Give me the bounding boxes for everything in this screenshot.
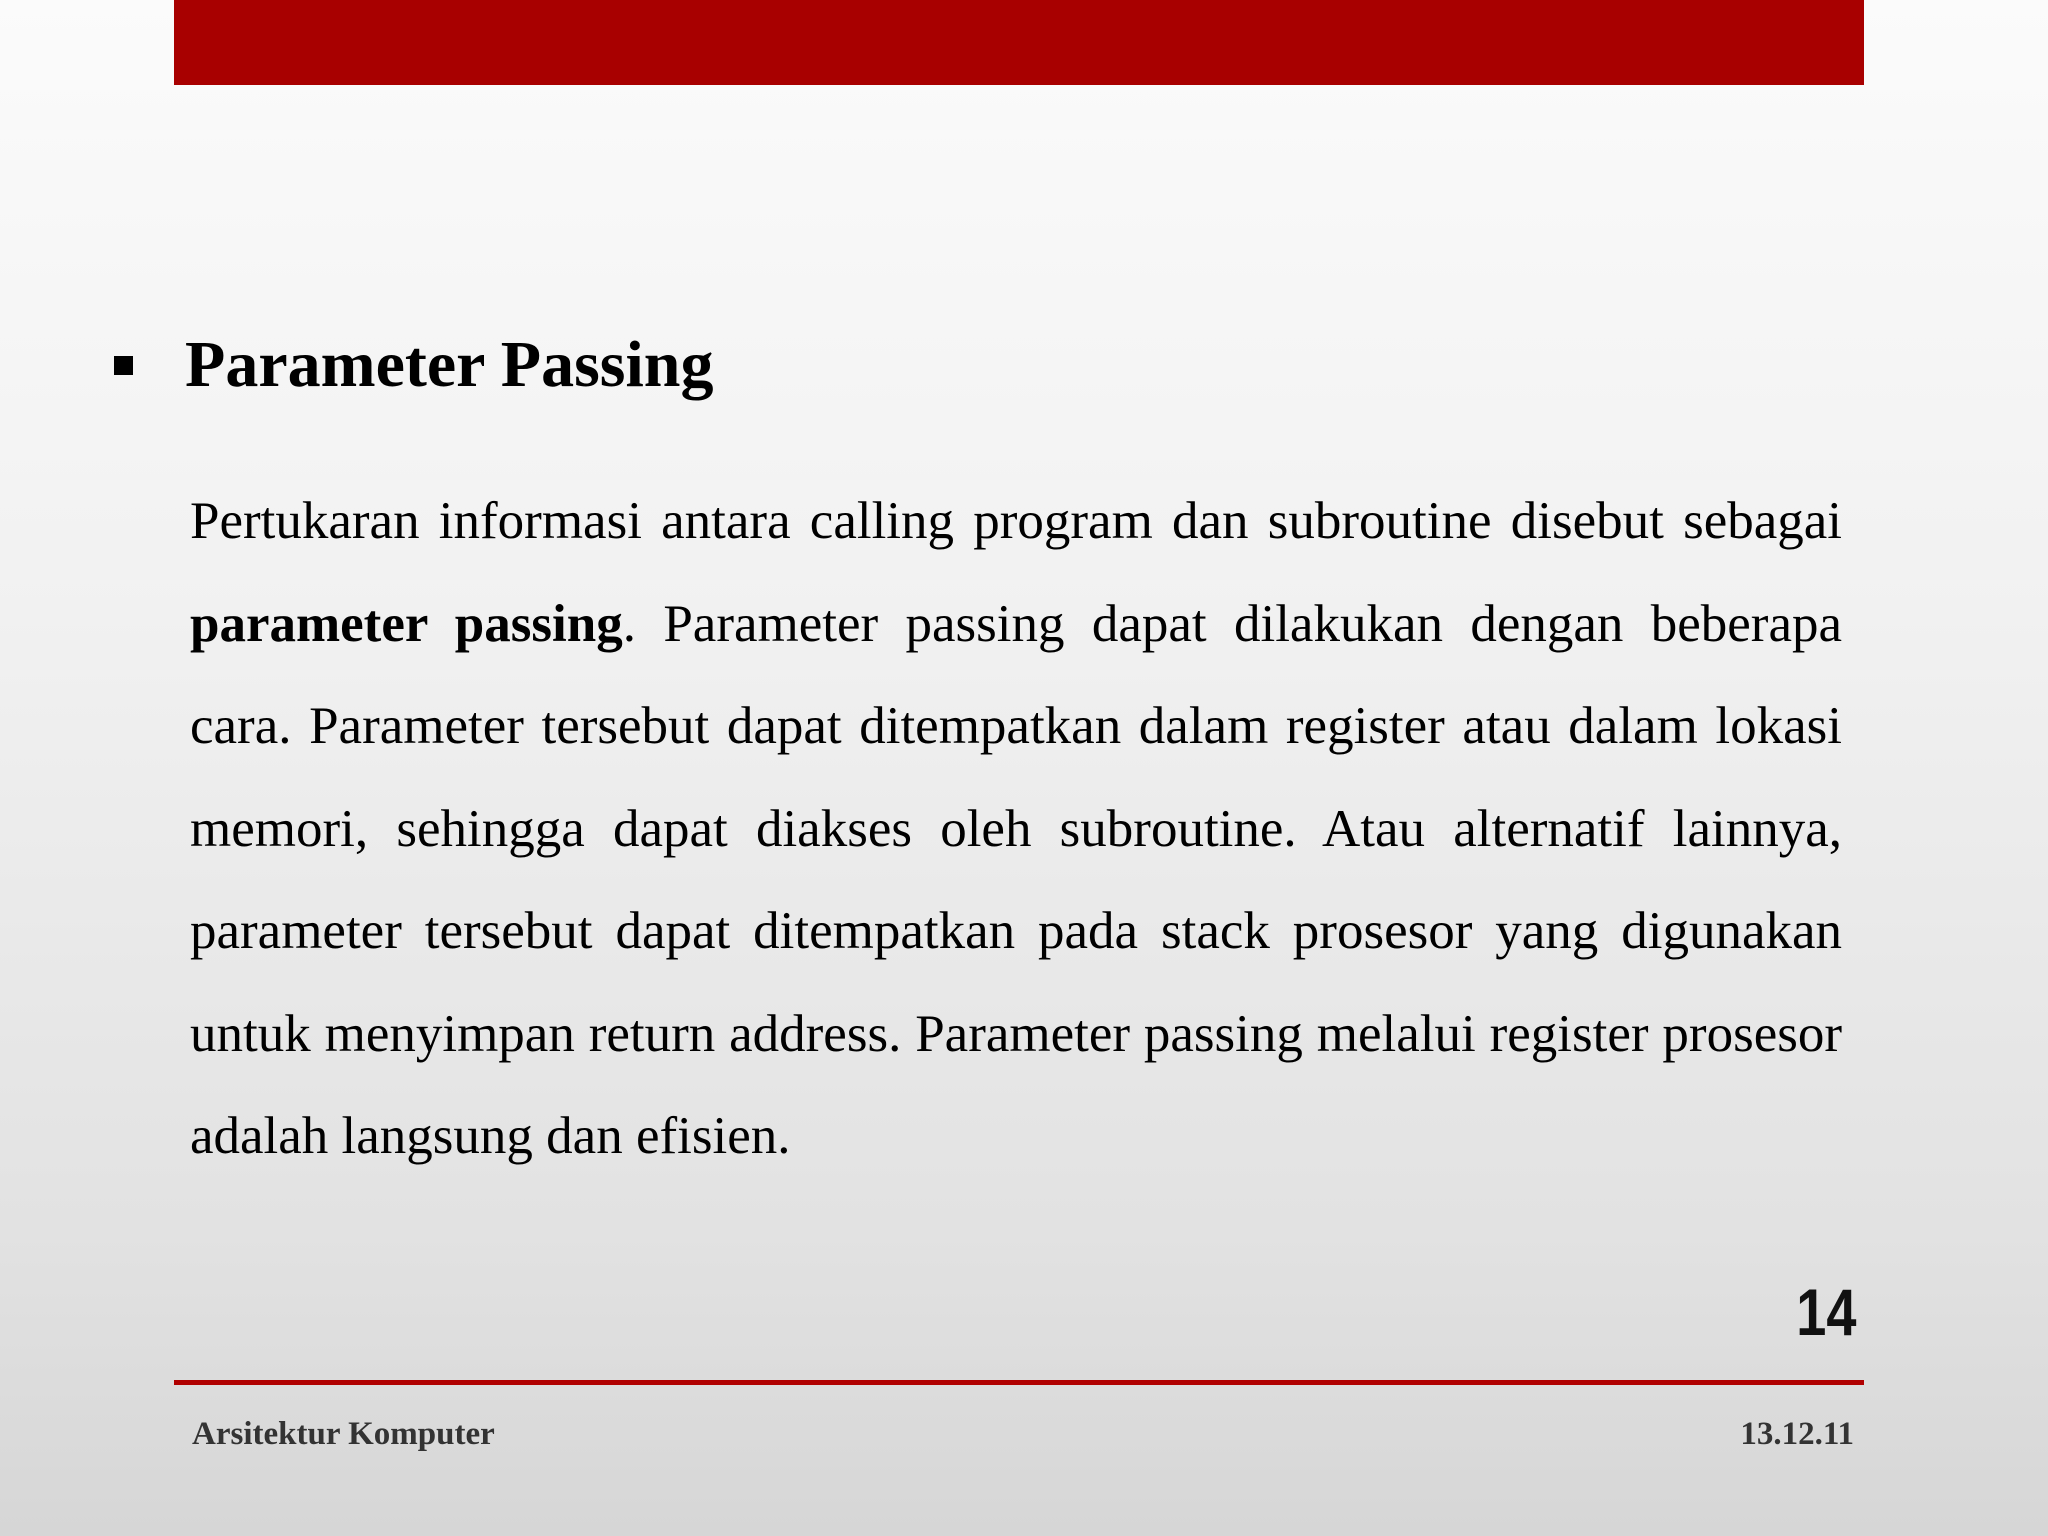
paragraph-text-end: . Parameter passing dapat dilakukan dengan beberapa cara. Parameter tersebut dapat ditempatkan dalam register atau dalam lokasi memori, sehingga dapat diakses oleh subroutine. Atau alternatif lainnya, parameter tersebut dapat ditempatkan pada stack prosesor yang digunakan untuk menyimpan return address. Parameter passing melalui register prosesor adalah langsung dan efisien.: [190, 594, 1842, 1165]
footer-divider: [174, 1380, 1864, 1385]
page-number: 14: [1795, 1275, 1856, 1349]
footer-course-title: Arsitektur Komputer: [192, 1416, 495, 1452]
body-paragraph: [190, 470, 1842, 1188]
slide-heading: Parameter Passing: [185, 328, 714, 401]
square-bullet-icon: [114, 356, 133, 375]
paragraph-text-start: Pertukaran informasi antara calling program dan subroutine disebut sebagai: [190, 492, 1842, 550]
bullet-heading: [114, 325, 713, 405]
top-accent-bar: [174, 0, 1864, 85]
paragraph-bold-term: parameter passing: [190, 594, 623, 653]
footer-date: 13.12.11: [1740, 1416, 1854, 1452]
